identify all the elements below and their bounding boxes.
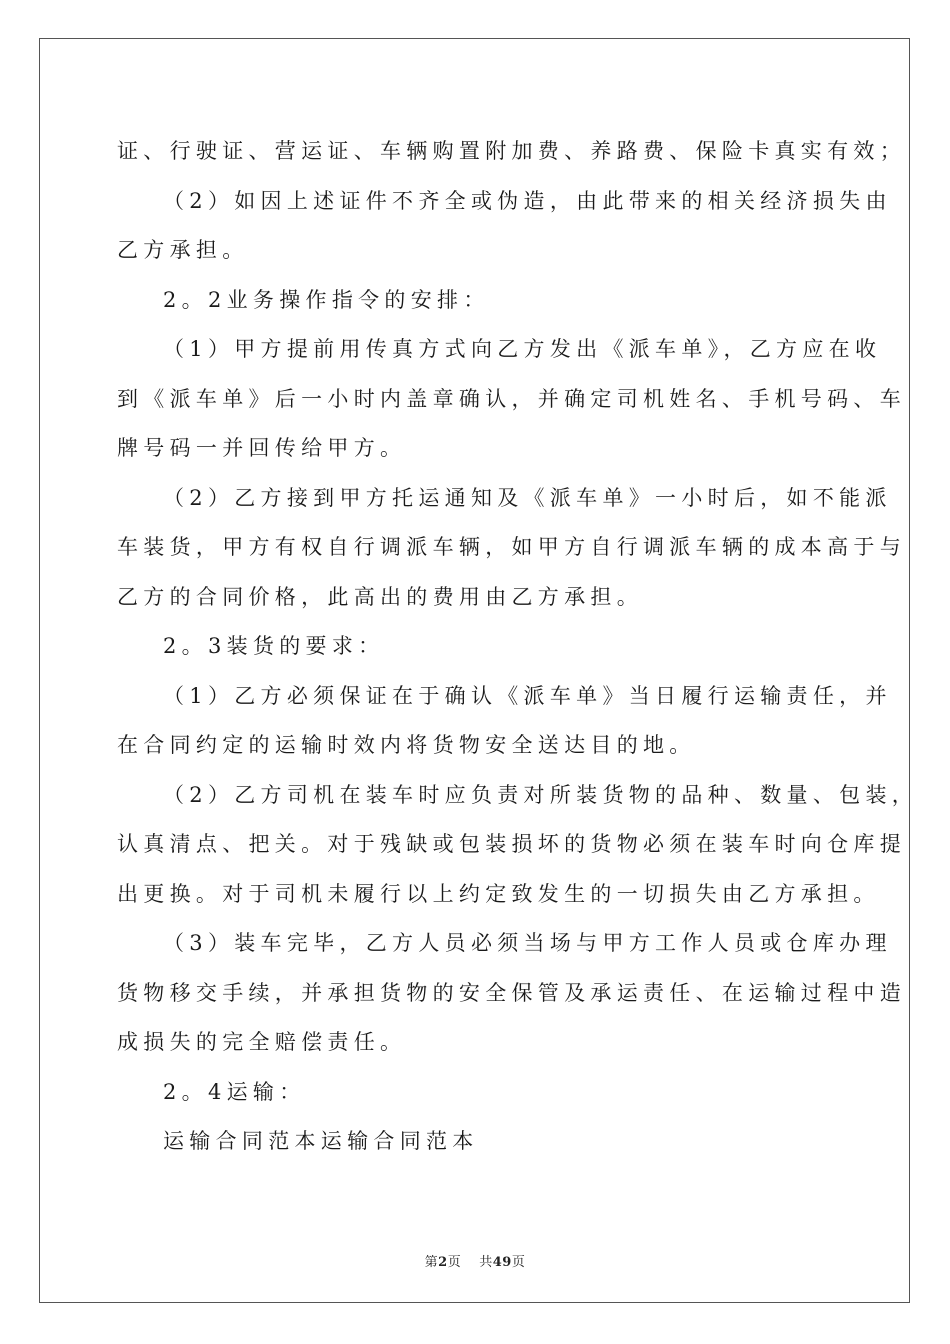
total-prefix: 共 bbox=[479, 1255, 493, 1270]
page-prefix: 第 bbox=[424, 1255, 439, 1270]
body-line: 运输合同范本运输合同范本 bbox=[163, 1129, 479, 1153]
body-line: 乙方的合同价格，此高出的费用由乙方承担。 bbox=[117, 584, 643, 609]
body-line: 牌号码一并回传给甲方。 bbox=[117, 436, 407, 460]
section-heading: 2。4运输： bbox=[163, 1079, 306, 1104]
document-body bbox=[117, 127, 919, 1167]
body-line: （2）如因上述证件不齐全或伪造，由此带来的相关经济损失由 bbox=[163, 188, 892, 213]
body-line: 到《派车单》后一小时内盖章确认，并确定司机姓名、手机号码、车 bbox=[117, 386, 906, 411]
section-heading: 2。2业务操作指令的安排： bbox=[163, 287, 490, 312]
body-line: （3）装车完毕，乙方人员必须当场与甲方工作人员或仓库办理 bbox=[163, 931, 892, 955]
body-line: 乙方承担。 bbox=[117, 238, 249, 262]
total-suffix: 页 bbox=[511, 1255, 526, 1270]
body-line: 成损失的完全赔偿责任。 bbox=[117, 1030, 407, 1054]
body-line: 在合同约定的运输时效内将货物安全送达目的地。 bbox=[117, 733, 696, 757]
body-line: 证、行驶证、营运证、车辆购置附加费、养路费、保险卡真实有效； bbox=[117, 139, 906, 163]
body-line: 车装货，甲方有权自行调派车辆，如甲方自行调派车辆的成本高于与 bbox=[117, 535, 906, 559]
body-line: 货物移交手续，并承担货物的安全保管及承运责任、在运输过程中造 bbox=[117, 980, 906, 1005]
body-line: 出更换。对于司机未履行以上约定致发生的一切损失由乙方承担。 bbox=[117, 881, 880, 906]
page-current: 2 bbox=[438, 1255, 448, 1270]
body-line: （2）乙方接到甲方托运通知及《派车单》一小时后，如不能派 bbox=[163, 485, 892, 510]
body-line: （1）甲方提前用传真方式向乙方发出《派车单》，乙方应在收 bbox=[163, 337, 882, 361]
page-suffix: 页 bbox=[447, 1255, 462, 1270]
body-line: （1）乙方必须保证在于确认《派车单》当日履行运输责任，并 bbox=[163, 683, 892, 708]
body-line: （2）乙方司机在装车时应负责对所装货物的品种、数量、包装， bbox=[163, 782, 919, 807]
section-heading: 2。3装货的要求： bbox=[163, 634, 385, 658]
body-line: 认真清点、把关。对于残缺或包装损坏的货物必须在装车时向仓库提 bbox=[117, 832, 906, 856]
page-total: 49 bbox=[492, 1255, 512, 1270]
page-footer bbox=[0, 1251, 950, 1270]
